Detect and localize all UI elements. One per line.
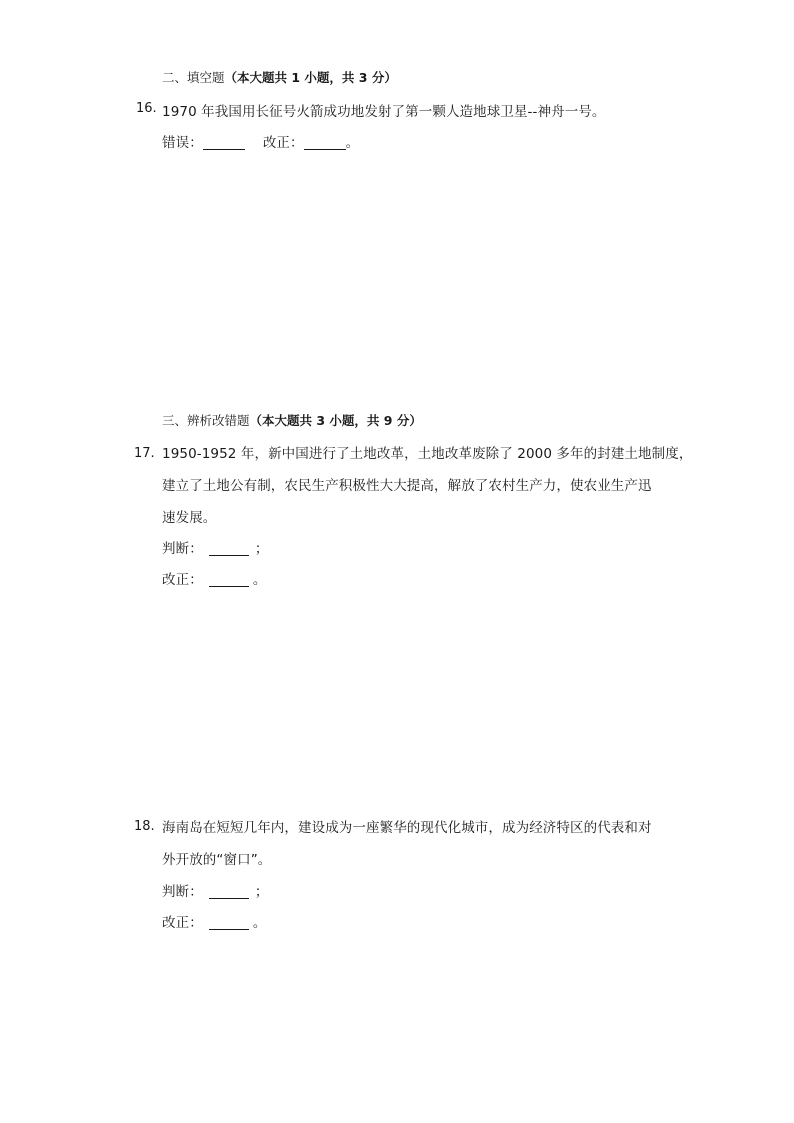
- question-17-correction-row: [162, 568, 266, 588]
- correction-blank[interactable]: [209, 916, 249, 930]
- question-18-judge-row: [162, 880, 268, 900]
- correction-end: 。: [252, 572, 267, 588]
- section-3-heading-prefix: 三、辨析改错题: [162, 413, 250, 428]
- question-17-line-3: 速发展。: [162, 510, 217, 526]
- correction-blank[interactable]: [304, 136, 346, 150]
- correction-label: 改正：: [262, 135, 304, 151]
- judge-end: ；: [254, 541, 269, 557]
- judge-label: 判断：: [162, 541, 203, 557]
- question-16-text: 1970 年我国用长征号火箭成功地发射了第一颗人造地球卫星--神舟一号。: [162, 104, 606, 120]
- section-2-heading: [162, 68, 397, 86]
- question-17-line-2: 建立了土地公有制，农民生产积极性大大提高，解放了农村生产力，使农业生产迅: [162, 478, 652, 494]
- end-mark: 。: [345, 135, 360, 151]
- question-18-correction-row: [162, 911, 266, 931]
- question-16-number: 16.: [136, 101, 157, 116]
- question-18-line-1: 海南岛在短短几年内，建设成为一座繁华的现代化城市，成为经济特区的代表和对: [162, 820, 652, 836]
- judge-blank[interactable]: [209, 885, 249, 899]
- section-2-heading-detail: （本大题共 1 小题，共 3 分）: [224, 70, 397, 85]
- question-18-number: 18.: [134, 819, 155, 834]
- question-17-judge-row: [162, 537, 268, 557]
- correction-label: 改正：: [162, 915, 203, 931]
- error-label: 错误：: [162, 135, 203, 151]
- error-blank[interactable]: [203, 136, 245, 150]
- question-17-number: 17.: [134, 446, 155, 461]
- judge-label: 判断：: [162, 884, 203, 900]
- question-17-line-1: 1950-1952 年，新中国进行了土地改革，土地改革废除了 2000 多年的封建土地制度，: [162, 446, 693, 462]
- question-16-answer-row: [162, 131, 359, 151]
- correction-end: 。: [252, 915, 267, 931]
- section-3-heading: [162, 411, 422, 429]
- correction-label: 改正：: [162, 572, 203, 588]
- judge-blank[interactable]: [209, 542, 249, 556]
- question-18-line-2: 外开放的“窗口”。: [162, 852, 272, 868]
- judge-end: ；: [254, 884, 269, 900]
- section-3-heading-detail: （本大题共 3 小题，共 9 分）: [249, 413, 422, 428]
- section-2-heading-prefix: 二、填空题: [162, 70, 225, 85]
- correction-blank[interactable]: [209, 573, 249, 587]
